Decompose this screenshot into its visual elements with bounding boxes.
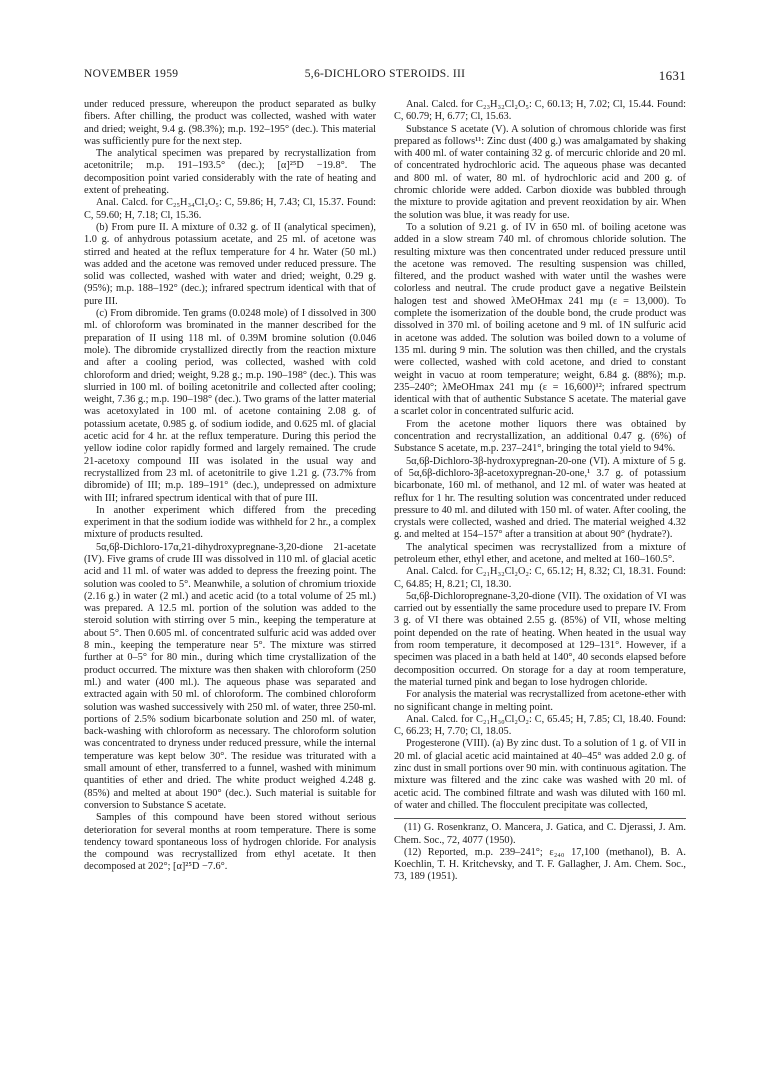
paragraph: Progesterone (VIII). (a) By zinc dust. To a solution of 1 g. of VII in 20 ml. of glacial acetic acid maintained at 40–45° was added 2.0 g. of zinc dust in small portions over 90 min. with continuous agitation. The mixture was filtered and the zinc cake was washed with 20 ml. of acetic acid. The combined filtrate and wash was diluted with 160 ml. of water and chilled. The flocculent precipitate was collected, bbox=[394, 738, 686, 811]
paragraph: Samples of this compound have been stored without serious deterioration for several months at room temperature. There is some tendency toward spontaneous loss of hydrogen chloride. For analysis the compound was recrystallized from ethyl acetate. It then decomposed at 202°; [α]²⁵D −7.6°. bbox=[84, 812, 376, 873]
paragraph: (c) From dibromide. Ten grams (0.0248 mole) of I dissolved in 300 ml. of chloroform was brominated in the manner described for the preparation of II using 118 ml. of 0.39M bromine solution (0.046 mole). The dibromide crystallized directly from the reaction mixture and after a cooling period, was collected, washed with cold chloroform and dried; weight, 9.28 g.; m.p. 190–198° (dec.). This was slurried in 100 ml. of boiling acetonitrile and collected after cooling; weight, 7.36 g.; m.p. 190–198° (dec.). Two grams of the latter material was acetoxylated in 100 ml. of acetone containing 2.08 g. of potassium acetate, 0.985 g. of sodium iodide, and 0.625 ml. of glacial acetic acid for 4 hr. at the reflux temperature. During this period the yellow iodine color rapidly formed and largely remained. The crude 21-acetoxy compound III was isolated in the usual way and recrystallized from 23 ml. of acetonitrile to give 1.21 g. (73.7% from dibromide) of III; m.p. 189–191° (dec.), undepressed on admixture with III; infrared spectrum identical with that of pure III. bbox=[84, 308, 376, 504]
paragraph: Substance S acetate (V). A solution of chromous chloride was first prepared as follows¹¹: Zinc dust (400 g.) was amalgamated by shaking with 400 ml. of water containing 32 g. of mercuric chloride and 20 ml. of concentrated hydrochloric acid. The aqueous phase was decanted and 800 ml. of water, 80 ml. of hydrochloric acid and 200 g. of chromic chloride were added. Carbon dioxide was bubbled through the mixture to provide agitation and prevent reoxidation by air. When the solution was blue, it was ready for use. bbox=[394, 123, 686, 221]
header-date: NOVEMBER 1959 bbox=[84, 68, 179, 80]
header-title: 5,6-DICHLORO STEROIDS. III bbox=[304, 68, 466, 80]
paragraph: Anal. Calcd. for C₂₃H₃₂Cl₂O₅: C, 60.13; H, 7.02; Cl, 15.44. Found: C, 60.79; H, 6.77; Cl, 15.63. bbox=[394, 99, 686, 123]
right-column bbox=[394, 99, 686, 1034]
paragraph: Anal. Calcd. for C₂₅H₃₄Cl₂O₅: C, 59.86; H, 7.43; Cl, 15.37. Found: C, 59.60; H, 7.18; Cl, 15.36. bbox=[84, 197, 376, 221]
left-column bbox=[84, 99, 376, 1034]
paragraph: under reduced pressure, whereupon the product separated as bulky fibers. After chilling, the product was collected, washed with water and dried; weight, 9.4 g. (98.3%); m.p. 192–195° (dec.). This material was sufficiently pure for the next step. bbox=[84, 99, 376, 147]
paragraph: Anal. Calcd. for C₂₁H₃₀Cl₂O₂: C, 65.45; H, 7.85; Cl, 18.40. Found: C, 66.23; H, 7.70; Cl, 18.05. bbox=[394, 713, 686, 738]
footnotes bbox=[394, 818, 686, 883]
paragraph: To a solution of 9.21 g. of IV in 650 ml. of boiling acetone was added in a slow stream 740 ml. of chromous chloride solution. The resulting mixture was then concentrated under reduced pressure until the acetone was removed. The resulting suspension was chilled, filtered, and the product washed with water until the washes were colorless and neutral. The crude product gave a negative Beilstein halogen test and showed λMeOHmax 241 mμ (ε = 13,000). To complete the isomerization of the double bond, the crude product was dissolved in 370 ml. of boiling acetone and 9 ml. of 1N sulfuric acid in acetone was added. The solution was boiled down to a volume of 135 ml. during 9 min. The solution was then chilled, and the crystals were collected, washed with cold acetone, and dried to constant weight in vacuo at room temperature; weight, 6.84 g. (88%); m.p. 235–240°; λMeOHmax 241 mμ (ε = 16,600)¹²; infrared spectrum identical with that of authentic Substance S acetate. The material gave a scarlet color in concentrated sulfuric acid. bbox=[394, 221, 686, 418]
paragraph: 5α,6β-Dichloropregnane-3,20-dione (VII). The oxidation of VI was carried out by essentially the same procedure used to prepare IV. From 3 g. of VI there was obtained 2.55 g. (85%) of VII, whose melting point depended on the rate of heating. When heated in the usual way from room temperature, it decomposed at 129–131°. However, if a specimen was placed in a bath held at 140°, 40 seconds elapsed before decomposition occurred. On storage for a day at room temperature, the material turned pink and began to lose hydrogen chloride. bbox=[394, 590, 686, 688]
running-header bbox=[84, 68, 686, 84]
paragraph: (b) From pure II. A mixture of 0.32 g. of II (analytical specimen), 1.0 g. of anhydrous potassium acetate, and 25 ml. of acetone was stirred and heated at the reflux temperature for 4 hr. Water (50 ml.) was added and the acetone was removed under reduced pressure. The solid was collected, washed with water and dried; weight, 0.29 g. (95%); m.p. 188–192° (dec.); infrared spectrum identical with that of pure III. bbox=[84, 221, 376, 307]
paragraph: In another experiment which differed from the preceding experiment in that the sodium iodide was withheld for 2 hr., a complex mixture of products resulted. bbox=[84, 504, 376, 541]
footnote: (12) Reported, m.p. 239–241°; ε₂₄₀ 17,100 (methanol), B. A. Koechlin, T. H. Kritchevsky, and T. F. Gallagher, J. Am. Chem. Soc., 73, 189 (1951). bbox=[394, 846, 686, 883]
paragraph: For analysis the material was recrystallized from acetone-ether with no significant change in melting point. bbox=[394, 689, 686, 713]
paragraph: The analytical specimen was recrystallized from a mixture of petroleum ether, ethyl ether, and acetone, and melted at 160–160.5°. bbox=[394, 541, 686, 565]
paragraph: The analytical specimen was prepared by recrystallization from acetonitrile; m.p. 191–193.5° (dec.); [α]²⁵D −19.8°. The decomposition point varied considerably with the rate of heating and extent of preheating. bbox=[84, 148, 376, 197]
page-number: 1631 bbox=[658, 68, 686, 83]
paragraph: 5α,6β-Dichloro-3β-hydroxypregnan-20-one (VI). A mixture of 5 g. of 5α,6β-dichloro-3β-acetoxypregnan-20-one,¹ 3.7 g. of potassium bicarbonate, 160 ml. of methanol, and 12 ml. of water was heated at reflux for 1 hr. The resulting solution was concentrated under reduced pressure to 40 ml. and diluted with 150 ml. of water. After cooling, the crystals were collected, washed and dried. The material weighed 4.32 g. and melted at 154–157° after a transition at about 90° (hydrate?). bbox=[394, 455, 686, 541]
paragraph: From the acetone mother liquors there was obtained by concentration and recrystallization, an additional 0.47 g. (6%) of Substance S acetate, m.p. 237–241°, bringing the total yield to 94%. bbox=[394, 418, 686, 455]
paragraph: 5α,6β-Dichloro-17α,21-dihydroxypregnane-3,20-dione 21-acetate (IV). Five grams of crude III was dissolved in 110 ml. of glacial acetic acid and 11 ml. of water was added to depress the freezing point. The solution was cooled to 5°. Meanwhile, a solution of chromium trioxide (2.16 g.) in water (2 ml.) and acetic acid (to a total volume of 25 ml.) was prepared. A 12.5 ml. portion of the solution was added to the steroid solution with stirring over 5 min., keeping the temperature at about 5°. Then 0.605 ml. of concentrated sulfuric acid was added over 8 min., keeping the temperature near 5°. The mixture was stirred further at 0–5° for 80 min., during which time crystallization of the product occurred. The mixture was then shaken with chloroform (250 ml.) and water (400 ml.). The aqueous phase was separated and extracted again with 50 ml. of chloroform. The combined chloroform solution was washed successively with 250 ml. of water, three 250-ml. portions of 2.5% sodium bicarbonate solution and 250 ml. of water, back-washing with chloroform as necessary. The chloroform solution was concentrated to dryness under reduced pressure, while the internal temperature was kept below 30°. The residue was triturated with a small amount of ether, transferred to a funnel, washed with minimum quantities of ether and dried. The white product weighed 4.248 g. (85%) and melted at about 190° (dec.). Such material is suitable for conversion to Substance S acetate. bbox=[84, 541, 376, 811]
paragraph: Anal. Calcd. for C₂₁H₃₂Cl₂O₂: C, 65.12; H, 8.32; Cl, 18.31. Found: C, 64.85; H, 8.21; Cl, 18.30. bbox=[394, 566, 686, 590]
footnote: (11) G. Rosenkranz, O. Mancera, J. Gatica, and C. Djerassi, J. Am. Chem. Soc., 72, 4077 (1950). bbox=[394, 822, 686, 846]
